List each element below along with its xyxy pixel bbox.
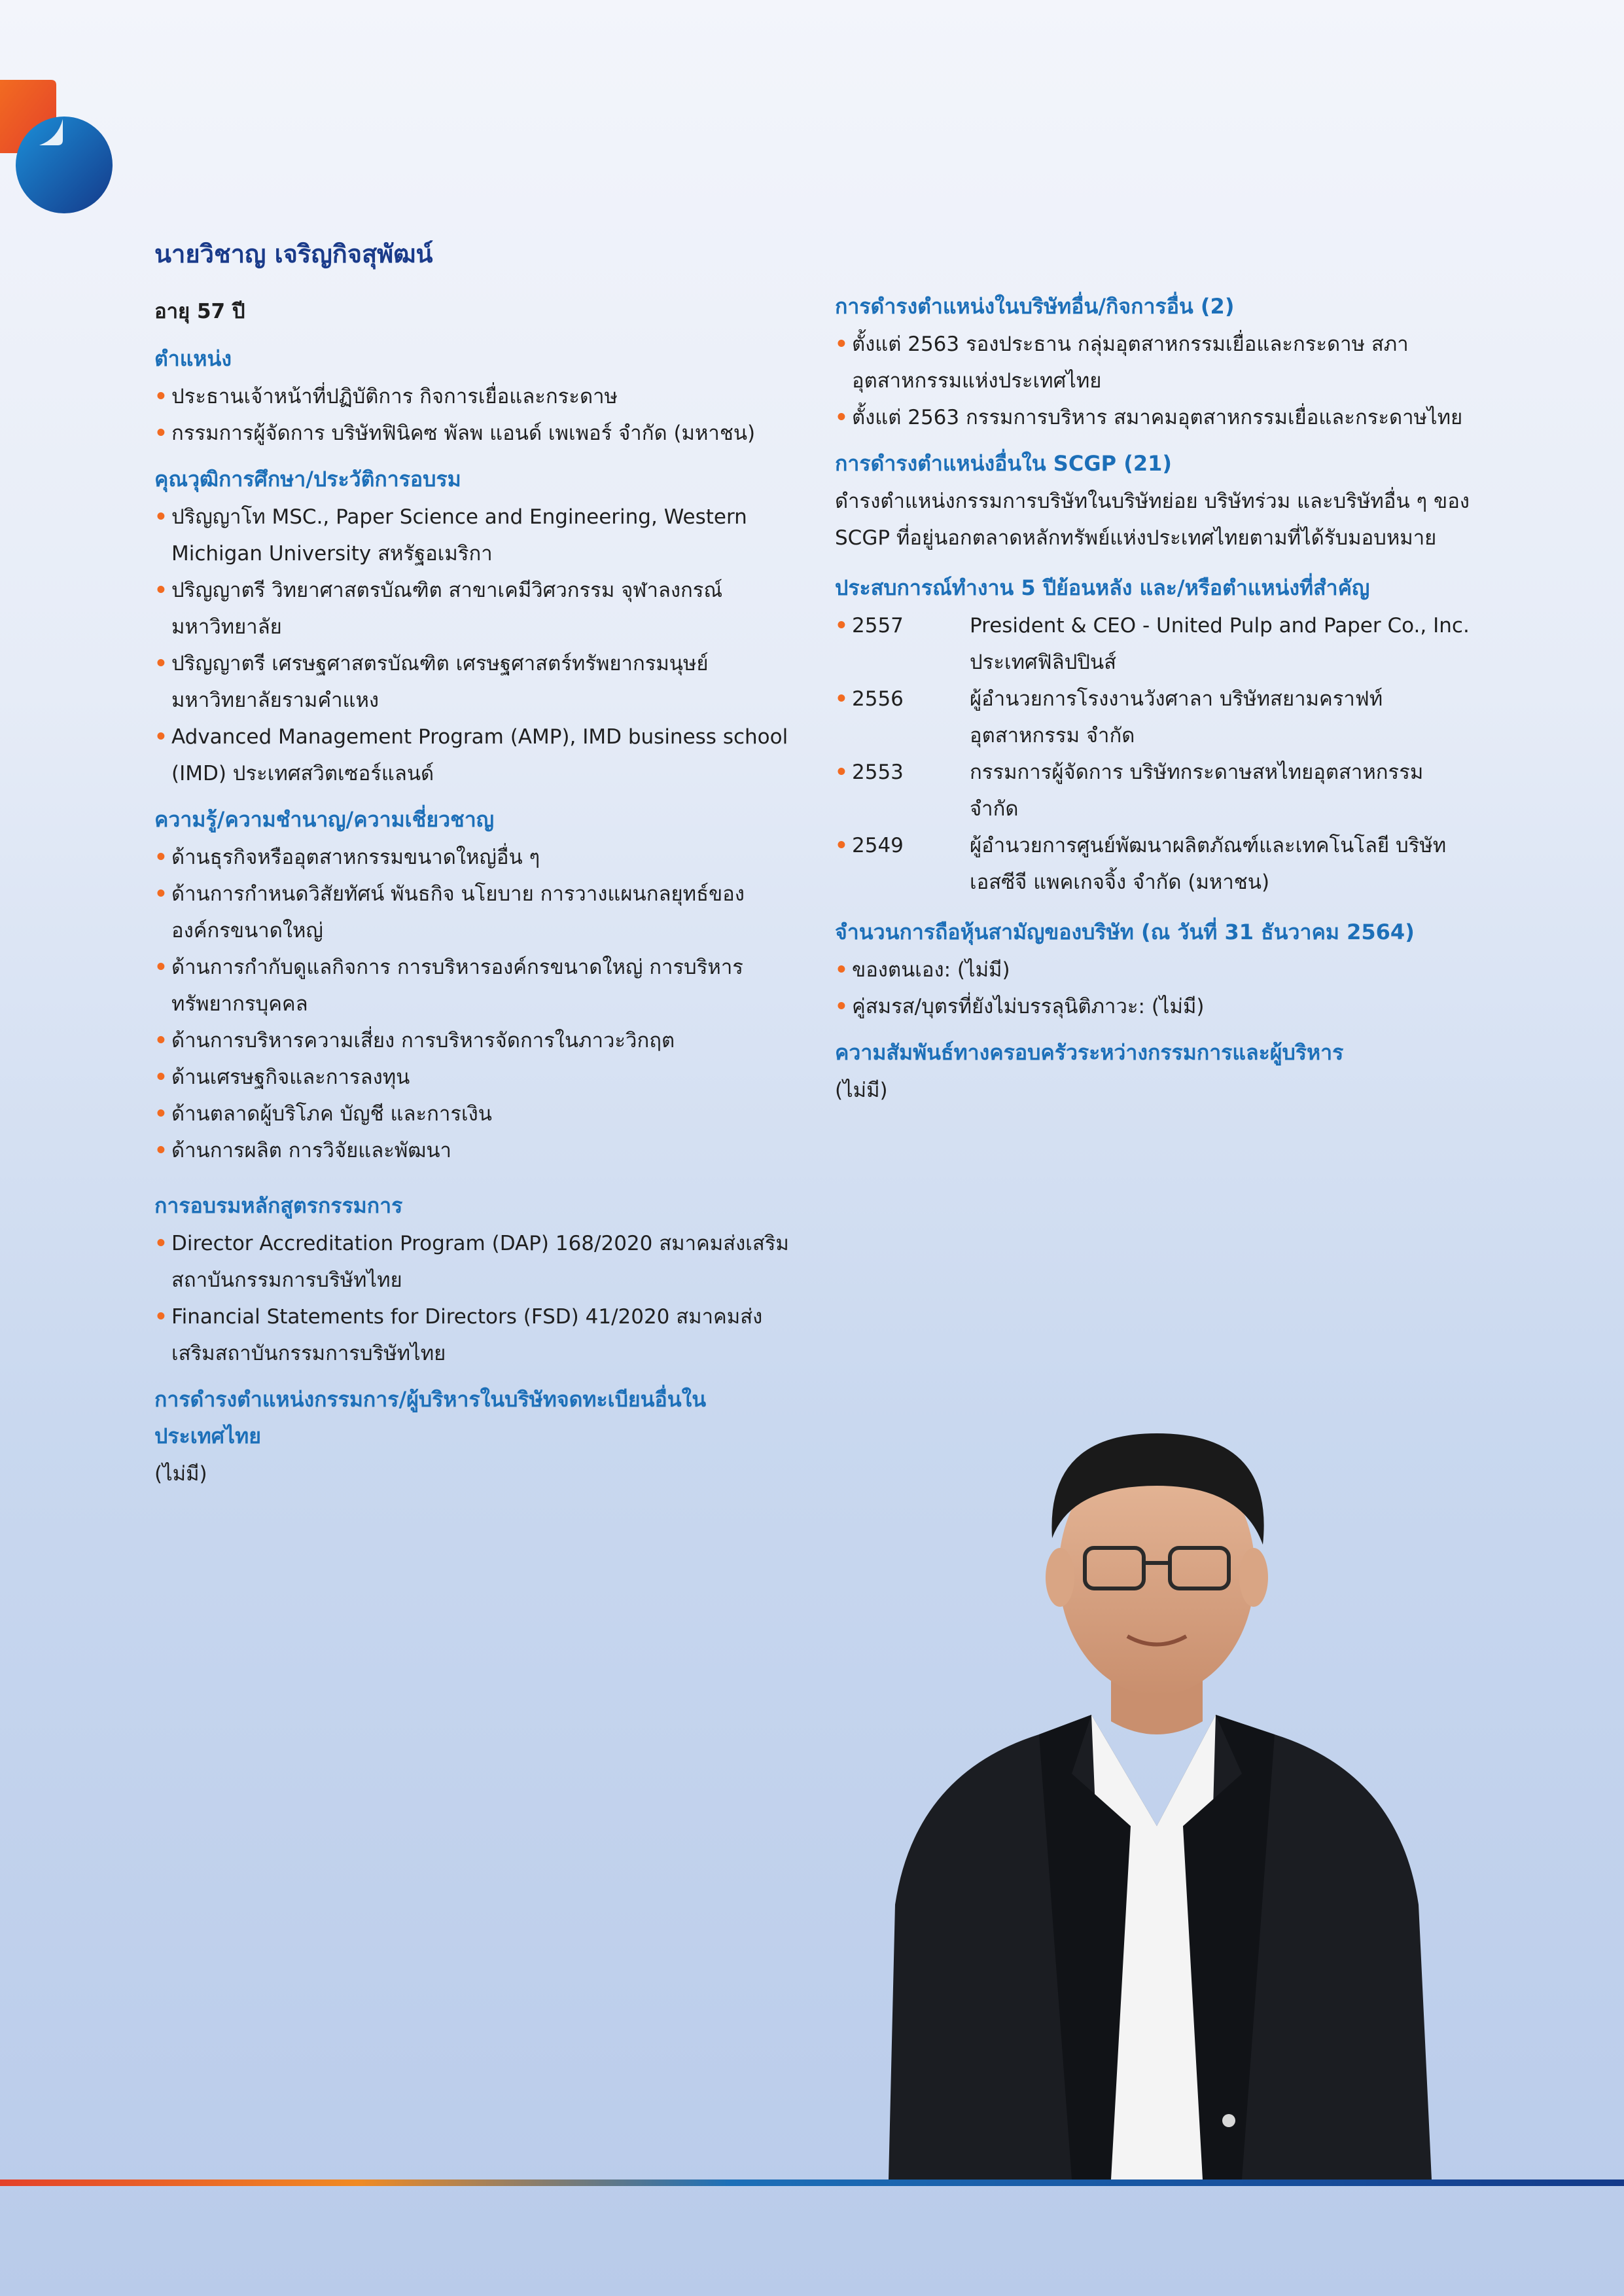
positions-list bbox=[154, 378, 789, 452]
listed-positions-heading: การดำรงตำแหน่งกรรมการ/ผู้บริหารในบริษัทจดทะเบียนอื่นในประเทศไทย bbox=[154, 1387, 707, 1448]
experience-row bbox=[835, 607, 1470, 681]
experience-list bbox=[835, 607, 1470, 901]
person-name: นายวิชาญ เจริญกิจสุพัฒน์ bbox=[154, 240, 433, 268]
list-item: • ปริญญาตรี วิทยาศาสตรบัณฑิต สาขาเคมีวิศวกรรม จุฬาลงกรณ์มหาวิทยาลัย bbox=[154, 572, 789, 645]
director-training-heading: การอบรมหลักสูตรกรรมการ bbox=[154, 1193, 403, 1218]
scgp-positions-heading: การดำรงตำแหน่งอื่นใน SCGP (21) bbox=[835, 451, 1172, 476]
company-logo bbox=[0, 80, 115, 217]
list-item: • ด้านการผลิต การวิจัยและพัฒนา bbox=[154, 1132, 789, 1169]
list-item: • คู่สมรส/บุตรที่ยังไม่บรรลุนิติภาวะ: (ไม่มี) bbox=[835, 988, 1470, 1025]
experience-heading: ประสบการณ์ทำงาน 5 ปีย้อนหลัง และ/หรือตำแหน่งที่สำคัญ bbox=[835, 575, 1370, 600]
shareholding-heading: จำนวนการถือหุ้นสามัญของบริษัท (ณ วันที่ 31 ธันวาคม 2564) bbox=[835, 920, 1415, 944]
footer-color-bar bbox=[0, 2179, 1624, 2186]
experience-year: • 2553 bbox=[852, 761, 904, 784]
portrait-photo bbox=[875, 1407, 1438, 2179]
list-item: • ปริญญาโท MSC., Paper Science and Engineering, Western Michigan University สหรัฐอเมริกา bbox=[154, 499, 789, 572]
experience-year: • 2556 bbox=[852, 687, 904, 711]
list-item: • Advanced Management Program (AMP), IMD business school (IMD) ประเทศสวิตเซอร์แลนด์ bbox=[154, 719, 789, 792]
shareholding-list bbox=[835, 952, 1470, 1025]
experience-desc: กรรมการผู้จัดการ บริษัทกระดาษสหไทยอุตสาหกรรม จำกัด bbox=[970, 761, 1424, 821]
other-positions-heading: การดำรงตำแหน่งในบริษัทอื่น/กิจการอื่น (2) bbox=[835, 294, 1235, 319]
director-training-list bbox=[154, 1225, 789, 1372]
family-heading: ความสัมพันธ์ทางครอบครัวระหว่างกรรมการและผู้บริหาร bbox=[835, 1040, 1344, 1065]
experience-desc: President & CEO - United Pulp and Paper Co., Inc. ประเทศฟิลิปปินส์ bbox=[970, 614, 1470, 674]
scgp-positions-text: ดำรงตำแหน่งกรรมการบริษัทในบริษัทย่อย บริษัทร่วม และบริษัทอื่น ๆ ของ SCGP ที่อยู่นอกตลาดหลักทรัพย์แห่งประเทศไทยตามที่ได้รับมอบหมาย bbox=[835, 490, 1470, 550]
list-item: • ด้านการบริหารความเสี่ยง การบริหารจัดการในภาวะวิกฤต bbox=[154, 1022, 789, 1059]
right-column bbox=[835, 288, 1470, 1109]
experience-row bbox=[835, 827, 1470, 901]
list-item: • ตั้งแต่ 2563 กรรมการบริหาร สมาคมอุตสาหกรรมเยื่อและกระดาษไทย bbox=[835, 399, 1470, 436]
positions-heading: ตำแหน่ง bbox=[154, 346, 232, 371]
list-item: • ด้านเศรษฐกิจและการลงทุน bbox=[154, 1059, 789, 1096]
list-item: • ประธานเจ้าหน้าที่ปฏิบัติการ กิจการเยื่อและกระดาษ bbox=[154, 378, 789, 415]
person-age: อายุ 57 ปี bbox=[154, 300, 245, 323]
list-item: • Director Accreditation Program (DAP) 168/2020 สมาคมส่งเสริมสถาบันกรรมการบริษัทไทย bbox=[154, 1225, 789, 1299]
list-item: • Financial Statements for Directors (FSD) 41/2020 สมาคมส่งเสริมสถาบันกรรมการบริษัทไทย bbox=[154, 1299, 789, 1372]
expertise-list bbox=[154, 839, 789, 1169]
list-item: • ด้านการกำกับดูแลกิจการ การบริหารองค์กรขนาดใหญ่ การบริหารทรัพยากรบุคคล bbox=[154, 949, 789, 1022]
expertise-heading: ความรู้/ความชำนาญ/ความเชี่ยวชาญ bbox=[154, 807, 494, 832]
list-item: • ด้านการกำหนดวิสัยทัศน์ พันธกิจ นโยบาย การวางแผนกลยุทธ์ขององค์กรขนาดใหญ่ bbox=[154, 876, 789, 949]
list-item: • ตั้งแต่ 2563 รองประธาน กลุ่มอุตสาหกรรมเยื่อและกระดาษ สภาอุตสาหกรรมแห่งประเทศไทย bbox=[835, 326, 1470, 399]
left-column bbox=[154, 236, 789, 1492]
experience-row bbox=[835, 754, 1470, 827]
list-item: • ของตนเอง: (ไม่มี) bbox=[835, 952, 1470, 988]
experience-desc: ผู้อำนวยการศูนย์พัฒนาผลิตภัณฑ์และเทคโนโลยี บริษัทเอสซีจี แพคเกจจิ้ง จำกัด (มหาชน) bbox=[970, 834, 1447, 894]
experience-desc: ผู้อำนวยการโรงงานวังศาลา บริษัทสยามคราฟท์อุตสาหกรรม จำกัด bbox=[970, 687, 1383, 747]
experience-year: • 2549 bbox=[852, 834, 904, 857]
other-positions-list bbox=[835, 326, 1470, 436]
family-value: (ไม่มี) bbox=[835, 1079, 888, 1102]
list-item: • ปริญญาตรี เศรษฐศาสตรบัณฑิต เศรษฐศาสตร์ทรัพยากรมนุษย์ มหาวิทยาลัยรามคำแหง bbox=[154, 645, 789, 719]
list-item: • ด้านธุรกิจหรืออุตสาหกรรมขนาดใหญ่อื่น ๆ bbox=[154, 839, 789, 876]
listed-positions-value: (ไม่มี) bbox=[154, 1462, 207, 1486]
education-heading: คุณวุฒิการศึกษา/ประวัติการอบรม bbox=[154, 467, 461, 492]
education-list bbox=[154, 499, 789, 792]
list-item: • ด้านตลาดผู้บริโภค บัญชี และการเงิน bbox=[154, 1096, 789, 1132]
experience-year: • 2557 bbox=[852, 614, 904, 637]
experience-row bbox=[835, 681, 1470, 754]
list-item: • กรรมการผู้จัดการ บริษัทฟินิคซ พัลพ แอนด์ เพเพอร์ จำกัด (มหาชน) bbox=[154, 415, 789, 452]
